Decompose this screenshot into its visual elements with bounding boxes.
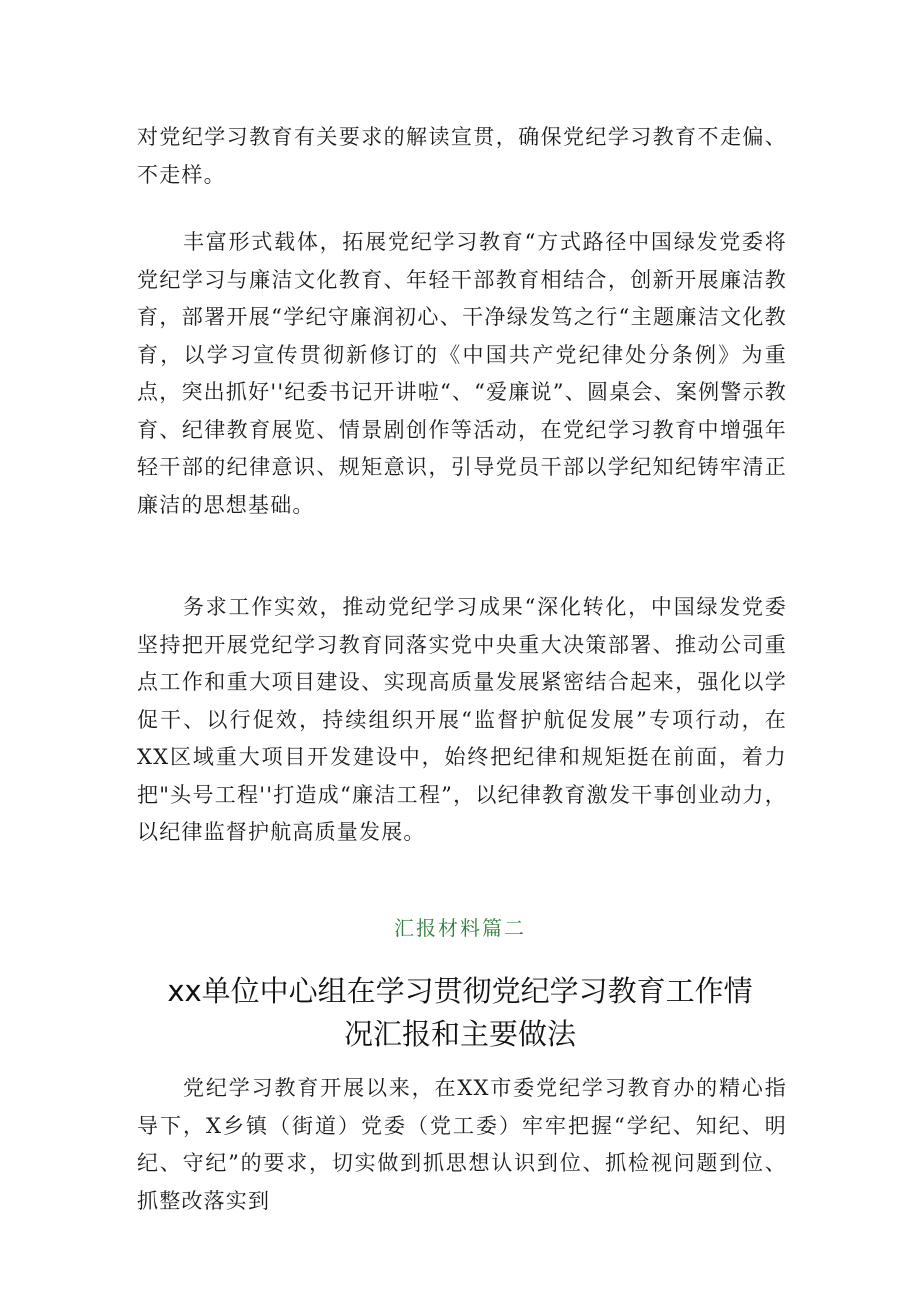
paragraph-work-effectiveness: 务求工作实效，推动党纪学习成果“深化转化，中国绿发党委坚持把开展党纪学习教育同落实党中央重大决策部署、推动公司重点工作和重大项目建设、实现高质量发展紧密结合起来，强化以学促干、以行促效，持续组织开展“监督护航促发展”专项行动，在XX区域重大项目开发建设中，始终把纪律和规矩挺在前面，着力把"头号工程''打造成“廉洁工程”，以纪律教育激发干事创业动力，以纪律监督护航高质量发展。 [137, 595, 787, 844]
section-label: 汇报材料篇二 [394, 916, 526, 940]
document-title: xx单位中心组在学习贯彻党纪学习教育工作情况汇报和主要做法 [167, 974, 753, 1051]
paragraph-intro: 党纪学习教育开展以来，在XX市委党纪学习教育办的精心指导下，X乡镇（街道）党委（党工委）牢牢把握“学纪、知纪、明纪、守纪”的要求，切实做到抓思想认识到位、抓检视问题到位、抓整改落实到 [137, 1076, 787, 1213]
paragraph-enrich-forms: 丰富形式载体，拓展党纪学习教育“方式路径中国绿发党委将党纪学习与廉洁文化教育、年轻干部教育相结合，创新开展廉洁教育，部署开展“学纪守廉润初心、干净绿发笃之行“主题廉洁文化教育，以学习宣传贯彻新修订的《中国共产党纪律处分条例》为重点，突出抓好''纪委书记开讲啦“、“爱廉说”、圆桌会、案例警示教育、纪律教育展览、情景剧创作等活动，在党纪学习教育中增强年轻干部的纪律意识、规矩意识，引导党员干部以学纪知纪铸牢清正廉洁的思想基础。 [137, 230, 787, 517]
paragraph-continued: 对党纪学习教育有关要求的解读宣贯，确保党纪学习教育不走偏、不走样。 [137, 125, 787, 187]
